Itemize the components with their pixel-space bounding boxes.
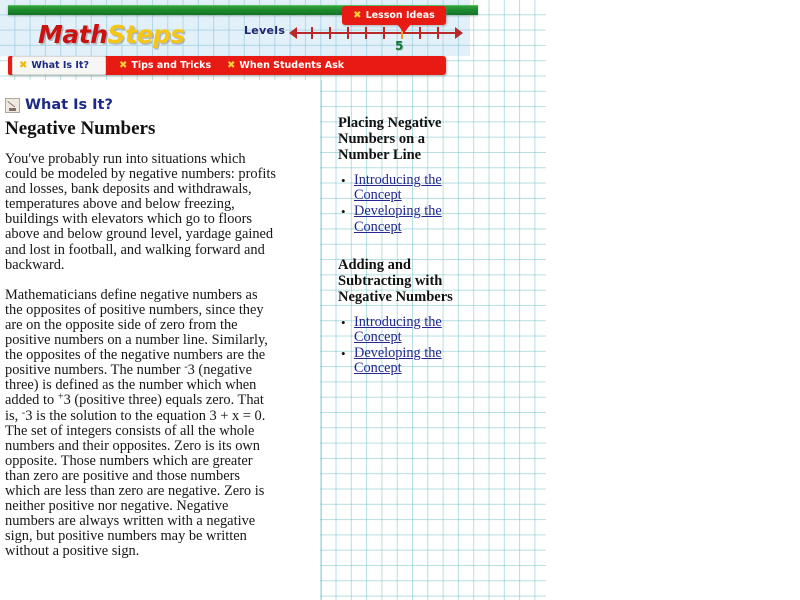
levels-indicator <box>244 22 474 56</box>
lesson-links-sidebar <box>338 115 523 399</box>
link-introducing-the-concept[interactable]: Introducing the Concept <box>354 313 442 346</box>
level-tick[interactable] <box>311 27 313 39</box>
article-column <box>0 80 320 600</box>
column-divider <box>321 80 322 600</box>
level-tick[interactable] <box>419 27 421 39</box>
level-tick[interactable] <box>437 27 439 39</box>
section-heading <box>5 97 113 113</box>
level-tick[interactable] <box>329 27 331 39</box>
paragraph-1: You've probably run into situations which could be modeled by negative numbers: profits and losses, bank deposits and withdrawals, temperatures above and below freezing, buildings with elevators which go to floors above and below ground level, yardage gained and lost in football, and walking forward and backward. <box>5 151 276 273</box>
paragraph-2-part-b: 3 (negative three) is defined as the number which when added to <box>5 362 257 409</box>
levels-number-line[interactable] <box>289 26 463 41</box>
paragraph-2-part-d: 3 is the solution to the equation 3 + x = 0. The set of integers consists of all the whole numbers and their opposites. Zero is its own opposite. Those numbers which are greater than zero are positive and those numbers which are less than zero are negative. Zero is neither positive nor negative. Negative numbers are always written with a negative sign, but positive numbers may be written without a positive sign. <box>5 407 266 560</box>
tab-label: Lesson Ideas <box>365 10 435 21</box>
broken-image-icon <box>5 98 20 113</box>
tab-when-students-ask[interactable] <box>220 56 345 75</box>
mathsteps-logo[interactable] <box>38 22 185 47</box>
tab-pointer-triangle <box>397 24 411 33</box>
section-heading-label: What Is It? <box>25 97 113 113</box>
page-title: Negative Numbers <box>5 118 156 139</box>
tab-label: When Students Ask <box>239 60 345 71</box>
x-mark-icon: ✖ <box>119 60 128 71</box>
paragraph-2-part-a: Mathematicians define negative numbers as the opposites of positive numbers, since they are on the opposite side of zero from the positive numbers on a number line. Similarly, the opposites of the negative numbers are the positive numbers. The number <box>5 286 268 379</box>
level-tick[interactable] <box>365 27 367 39</box>
sidebar-link-list-2 <box>338 315 523 377</box>
link-developing-the-concept[interactable]: Developing the Concept <box>354 345 442 377</box>
level-tick[interactable] <box>383 27 385 39</box>
arrow-right-icon <box>455 27 463 39</box>
x-mark-icon: ✖ <box>353 10 362 21</box>
number-line-axis <box>295 32 457 34</box>
link-developing-the-concept[interactable]: Developing the Concept <box>354 203 442 235</box>
link-introducing-the-concept[interactable]: Introducing the Concept <box>354 172 442 204</box>
negative-sign-superscript: - <box>184 361 188 373</box>
list-item <box>354 173 523 203</box>
sidebar-link-list-1 <box>338 173 523 235</box>
negative-sign-superscript-2: - <box>21 407 26 419</box>
sidebar-group-heading-1: Placing Negative Numbers on a Number Line <box>338 115 442 163</box>
paragraph-2-part-c: 3 (positive three) equals zero. That is, <box>5 392 264 424</box>
x-mark-icon: ✖ <box>227 60 236 71</box>
sidebar-group-heading-2: Adding and Subtracting with Negative Numbers <box>338 256 453 305</box>
tab-what-is-it[interactable] <box>12 56 106 75</box>
list-item <box>354 204 523 234</box>
list-item <box>354 346 523 376</box>
logo-steps-text: Steps <box>107 20 185 49</box>
tab-label: Tips and Tricks <box>131 60 212 71</box>
tab-label: What Is It? <box>31 60 89 71</box>
paragraph-2 <box>5 288 277 560</box>
level-tick[interactable] <box>347 27 349 39</box>
x-mark-icon: ✖ <box>19 60 28 71</box>
levels-label: Levels <box>244 24 286 37</box>
tab-lesson-ideas[interactable] <box>342 6 446 25</box>
tab-tips-and-tricks[interactable] <box>112 56 212 75</box>
logo-math-text: Math <box>38 20 108 49</box>
current-level-number: 5 <box>395 39 404 53</box>
arrow-left-icon <box>289 27 297 39</box>
main-tab-bar <box>8 56 446 75</box>
list-item <box>354 315 523 345</box>
positive-sign-superscript: + <box>57 392 64 404</box>
article-body <box>5 152 277 574</box>
